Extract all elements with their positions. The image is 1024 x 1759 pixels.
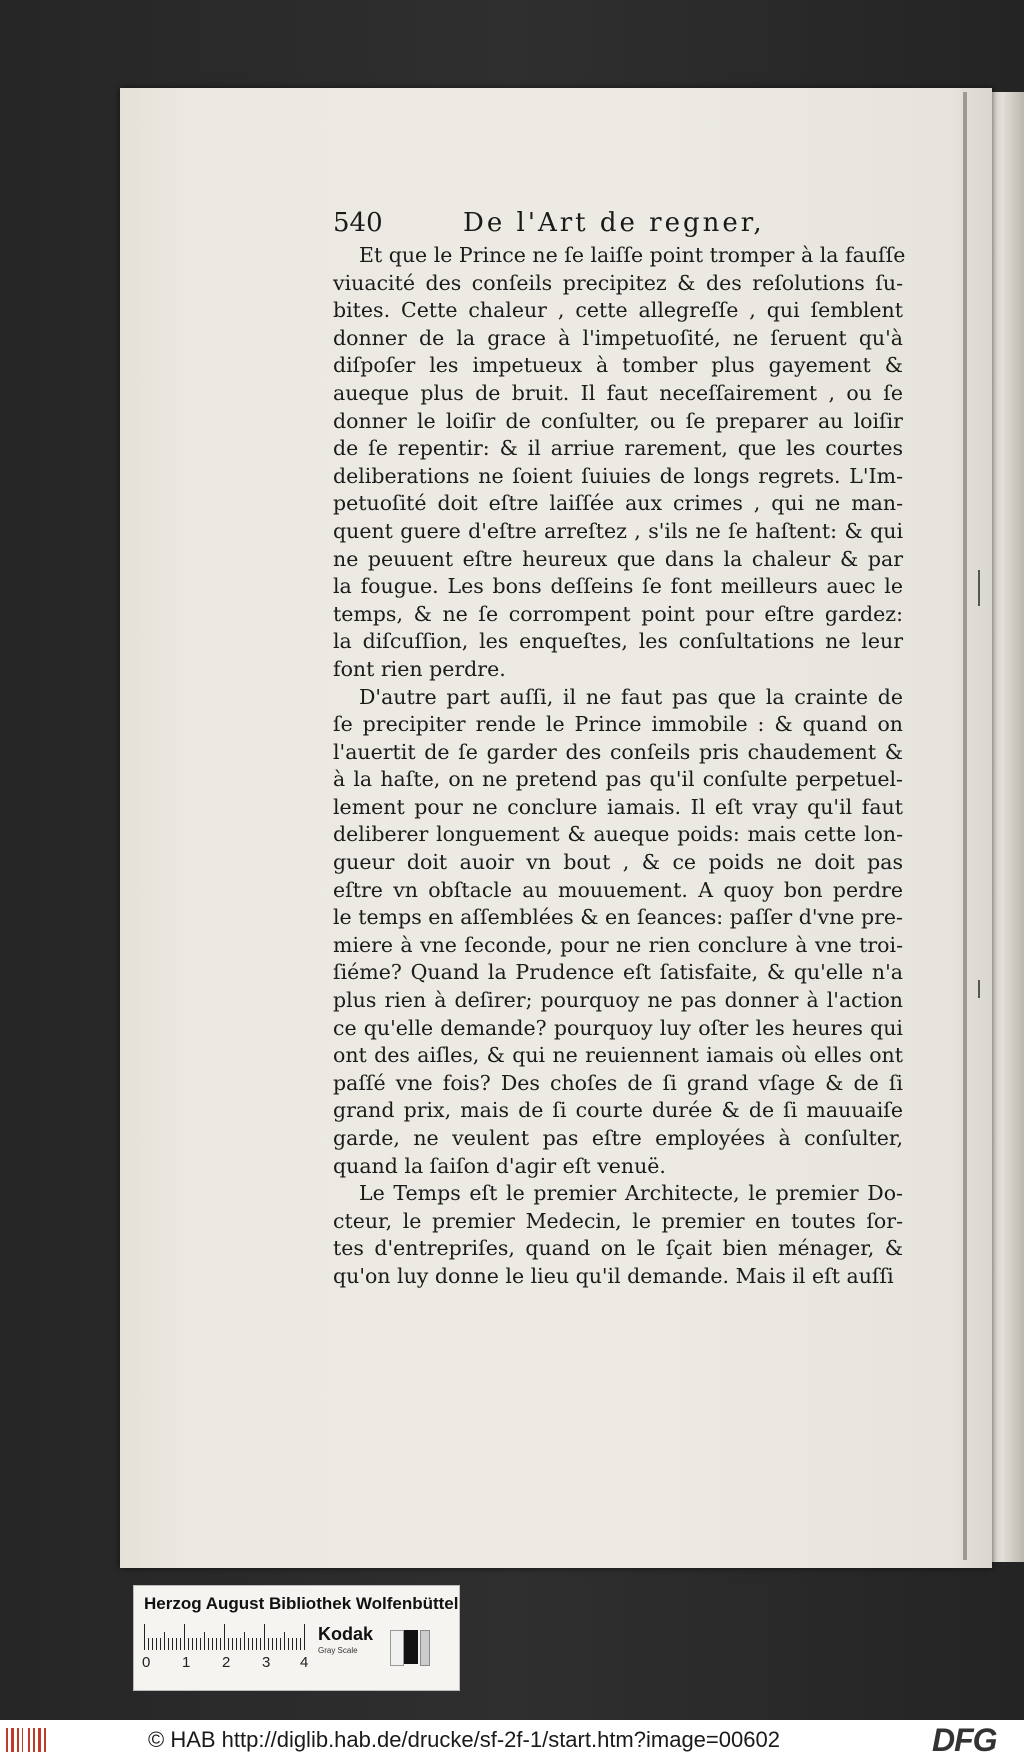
barcode-stripe <box>22 1728 23 1752</box>
ruler-tick <box>292 1638 293 1650</box>
gray-scale-label: Gray Scale <box>318 1646 358 1655</box>
ruler-tick <box>236 1638 237 1650</box>
source-credit[interactable]: © HAB http://diglib.hab.de/drucke/sf-2f-1/start.htm?image=00602 <box>148 1727 780 1752</box>
ruler-tick <box>148 1638 149 1650</box>
running-title: De l'Art de regner, <box>463 208 765 238</box>
text-line: ce qu'elle demande? pourquoy luy oſter les heures qui <box>333 1015 903 1040</box>
page-number: 540 <box>333 208 383 238</box>
dfg-logo: DFG <box>932 1722 997 1758</box>
text-line: aueque plus de bruit. Il faut neceſſairement , ou ſe <box>333 380 903 405</box>
text-line: tes d'entrepriſes, quand on le ſçait bien ménager, & <box>333 1236 903 1261</box>
text-line: viuacité des conſeils precipitez & des reſolutions ſu- <box>333 270 903 295</box>
text-line: miere à vne ſeconde, pour ne rien conclure à vne troi- <box>333 932 903 957</box>
edge-mark <box>978 980 980 998</box>
text-line: D'autre part auſſi, il ne faut pas que la crainte de <box>359 684 903 709</box>
barcode-icon <box>6 1728 46 1752</box>
text-line: petuoſité doit eſtre laiſſée aux crimes , qui ne man- <box>333 491 903 516</box>
ruler-tick <box>248 1638 249 1650</box>
ruler-tick <box>300 1638 301 1650</box>
text-line: ont des aiſles, & qui ne reuiennent iamais où elles ont <box>333 1043 903 1068</box>
ruler-tick <box>180 1638 181 1650</box>
text-line: cteur, le premier Medecin, le premier en toutes ſor- <box>333 1208 903 1233</box>
text-line: donner le loiſir de conſulter, ou ſe preparer au loiſir <box>333 408 903 433</box>
ruler-tick <box>184 1624 185 1650</box>
ruler-tick <box>228 1638 229 1650</box>
text-line: ſe precipiter rende le Prince immobile : & quand on <box>333 712 903 737</box>
text-line: le temps en aſſemblées & en ſeances: paſſer d'vne pre- <box>333 905 903 930</box>
text-line: garde, ne veulent pas eſtre employées à conſulter, <box>333 1126 903 1150</box>
text-line: grand prix, mais de ſi courte durée & de ſi mauuaiſe <box>333 1098 903 1123</box>
gray-swatch <box>420 1630 430 1666</box>
body-text <box>333 242 906 1291</box>
text-line: font rien perdre. <box>333 656 506 681</box>
edge-mark <box>978 570 980 606</box>
text-line: paſſé vne fois? Des choſes de ſi grand vſage & de ſi <box>333 1070 903 1095</box>
text-line: ſiéme? Quand la Prudence eſt ſatisfaite, & qu'elle n'a <box>333 960 903 985</box>
text-line: deliberer longuement & aueque poids: mais cette lon- <box>333 822 903 847</box>
ruler-tick <box>204 1632 205 1650</box>
text-line: Et que le Prince ne ſe laiſſe point tromper à la fauſſe <box>359 243 906 267</box>
text-line: l'auertit de ſe garder des conſeils pris chaudement & <box>333 739 903 764</box>
ruler-tick <box>200 1638 201 1650</box>
ruler-tick <box>276 1638 277 1650</box>
scale-ruler <box>144 1624 312 1650</box>
barcode-stripe <box>6 1728 8 1752</box>
barcode-stripe <box>44 1728 46 1752</box>
text-line: de ſe repentir: & il arriue rarement, que les courtes <box>333 436 903 461</box>
ruler-tick <box>168 1638 169 1650</box>
text-line: à la haſte, on ne pretend pas qu'il conſulte perpetuel- <box>333 767 903 792</box>
ruler-tick <box>216 1638 217 1650</box>
kodak-brand: Kodak <box>318 1624 374 1644</box>
text-line: eſtre vn obſtacle au mouuement. A quoy bon perdre <box>333 877 903 902</box>
ruler-tick <box>304 1624 305 1650</box>
scale-number: 3 <box>262 1654 271 1671</box>
ruler-tick <box>284 1632 285 1650</box>
ruler-tick <box>188 1638 189 1650</box>
ruler-tick <box>280 1638 281 1650</box>
ruler-tick <box>160 1638 161 1650</box>
white-swatch <box>390 1630 404 1666</box>
text-line: Le Temps eſt le premier Architecte, le premier Do- <box>359 1181 903 1206</box>
ruler-tick <box>172 1638 173 1650</box>
barcode-stripe <box>38 1728 41 1752</box>
ruler-tick <box>152 1638 153 1650</box>
ruler-tick <box>256 1638 257 1650</box>
ruler-tick <box>252 1638 253 1650</box>
ruler-tick <box>288 1638 289 1650</box>
barcode-stripe <box>28 1728 30 1752</box>
text-line: lement pour ne conclure iamais. Il eſt vray qu'il faut <box>333 794 903 819</box>
ruler-tick <box>232 1638 233 1650</box>
barcode-stripe <box>17 1728 19 1752</box>
scan-label-card <box>133 1585 460 1691</box>
barcode-stripe <box>33 1728 35 1752</box>
barcode-stripe <box>11 1728 14 1752</box>
ruler-tick <box>224 1624 225 1650</box>
text-line: temps, & ne ſe corrompent point pour eſtre gardez: <box>333 601 903 626</box>
ruler-tick <box>212 1638 213 1650</box>
ruler-tick <box>296 1638 297 1650</box>
ruler-tick <box>264 1624 265 1650</box>
text-line: quent guere d'eſtre arreſtez , s'ils ne ſe haſtent: & qui <box>333 518 903 543</box>
ruler-tick <box>144 1624 145 1650</box>
ruler-tick <box>244 1632 245 1650</box>
ruler-tick <box>260 1638 261 1650</box>
text-line: plus rien à deſirer; pourquoy ne pas donner à l'action <box>333 988 903 1013</box>
text-line: diſpoſer les impetueux à tomber plus gayement & <box>333 353 903 378</box>
page-fold <box>963 92 967 1560</box>
scale-number: 4 <box>300 1654 309 1671</box>
text-line: ne peuuent eſtre heureux que dans la chaleur & par <box>333 546 903 571</box>
text-line: deliberations ne ſoient ſuiuies de longs regrets. L'Im- <box>333 463 903 488</box>
ruler-tick <box>196 1638 197 1650</box>
ruler-tick <box>268 1638 269 1650</box>
text-line: quand la ſaiſon d'agir eſt venuë. <box>333 1153 666 1178</box>
footer-bar <box>0 1720 1024 1759</box>
library-name: Herzog August Bibliothek Wolfenbüttel <box>144 1594 459 1613</box>
text-line: donner de la grace à l'impetuoſité, ne ſeruent qu'à <box>333 325 903 350</box>
text-line: bites. Cette chaleur , cette allegreſſe , qui ſemblent <box>333 298 903 323</box>
ruler-tick <box>176 1638 177 1650</box>
ruler-tick <box>220 1638 221 1650</box>
text-line: gueur doit auoir vn bout , & ce poids ne doit pas <box>333 850 903 875</box>
ruler-tick <box>208 1638 209 1650</box>
scale-number: 0 <box>142 1654 151 1671</box>
ruler-tick <box>164 1632 165 1650</box>
ruler-tick <box>156 1638 157 1650</box>
scale-number: 2 <box>222 1654 231 1671</box>
page-edge <box>988 92 1024 1562</box>
text-line: la diſcuſſion, les enqueſtes, les conſultations ne leur <box>333 629 903 654</box>
ruler-tick <box>272 1638 273 1650</box>
scale-number: 1 <box>182 1654 191 1671</box>
black-swatch <box>404 1630 418 1664</box>
ruler-tick <box>240 1638 241 1650</box>
text-line: la fougue. Les bons deſſeins ſe font meilleurs auec le <box>333 574 903 599</box>
ruler-tick <box>192 1638 193 1650</box>
text-line: qu'on luy donne le lieu qu'il demande. Mais il eſt auſſi <box>333 1263 894 1288</box>
